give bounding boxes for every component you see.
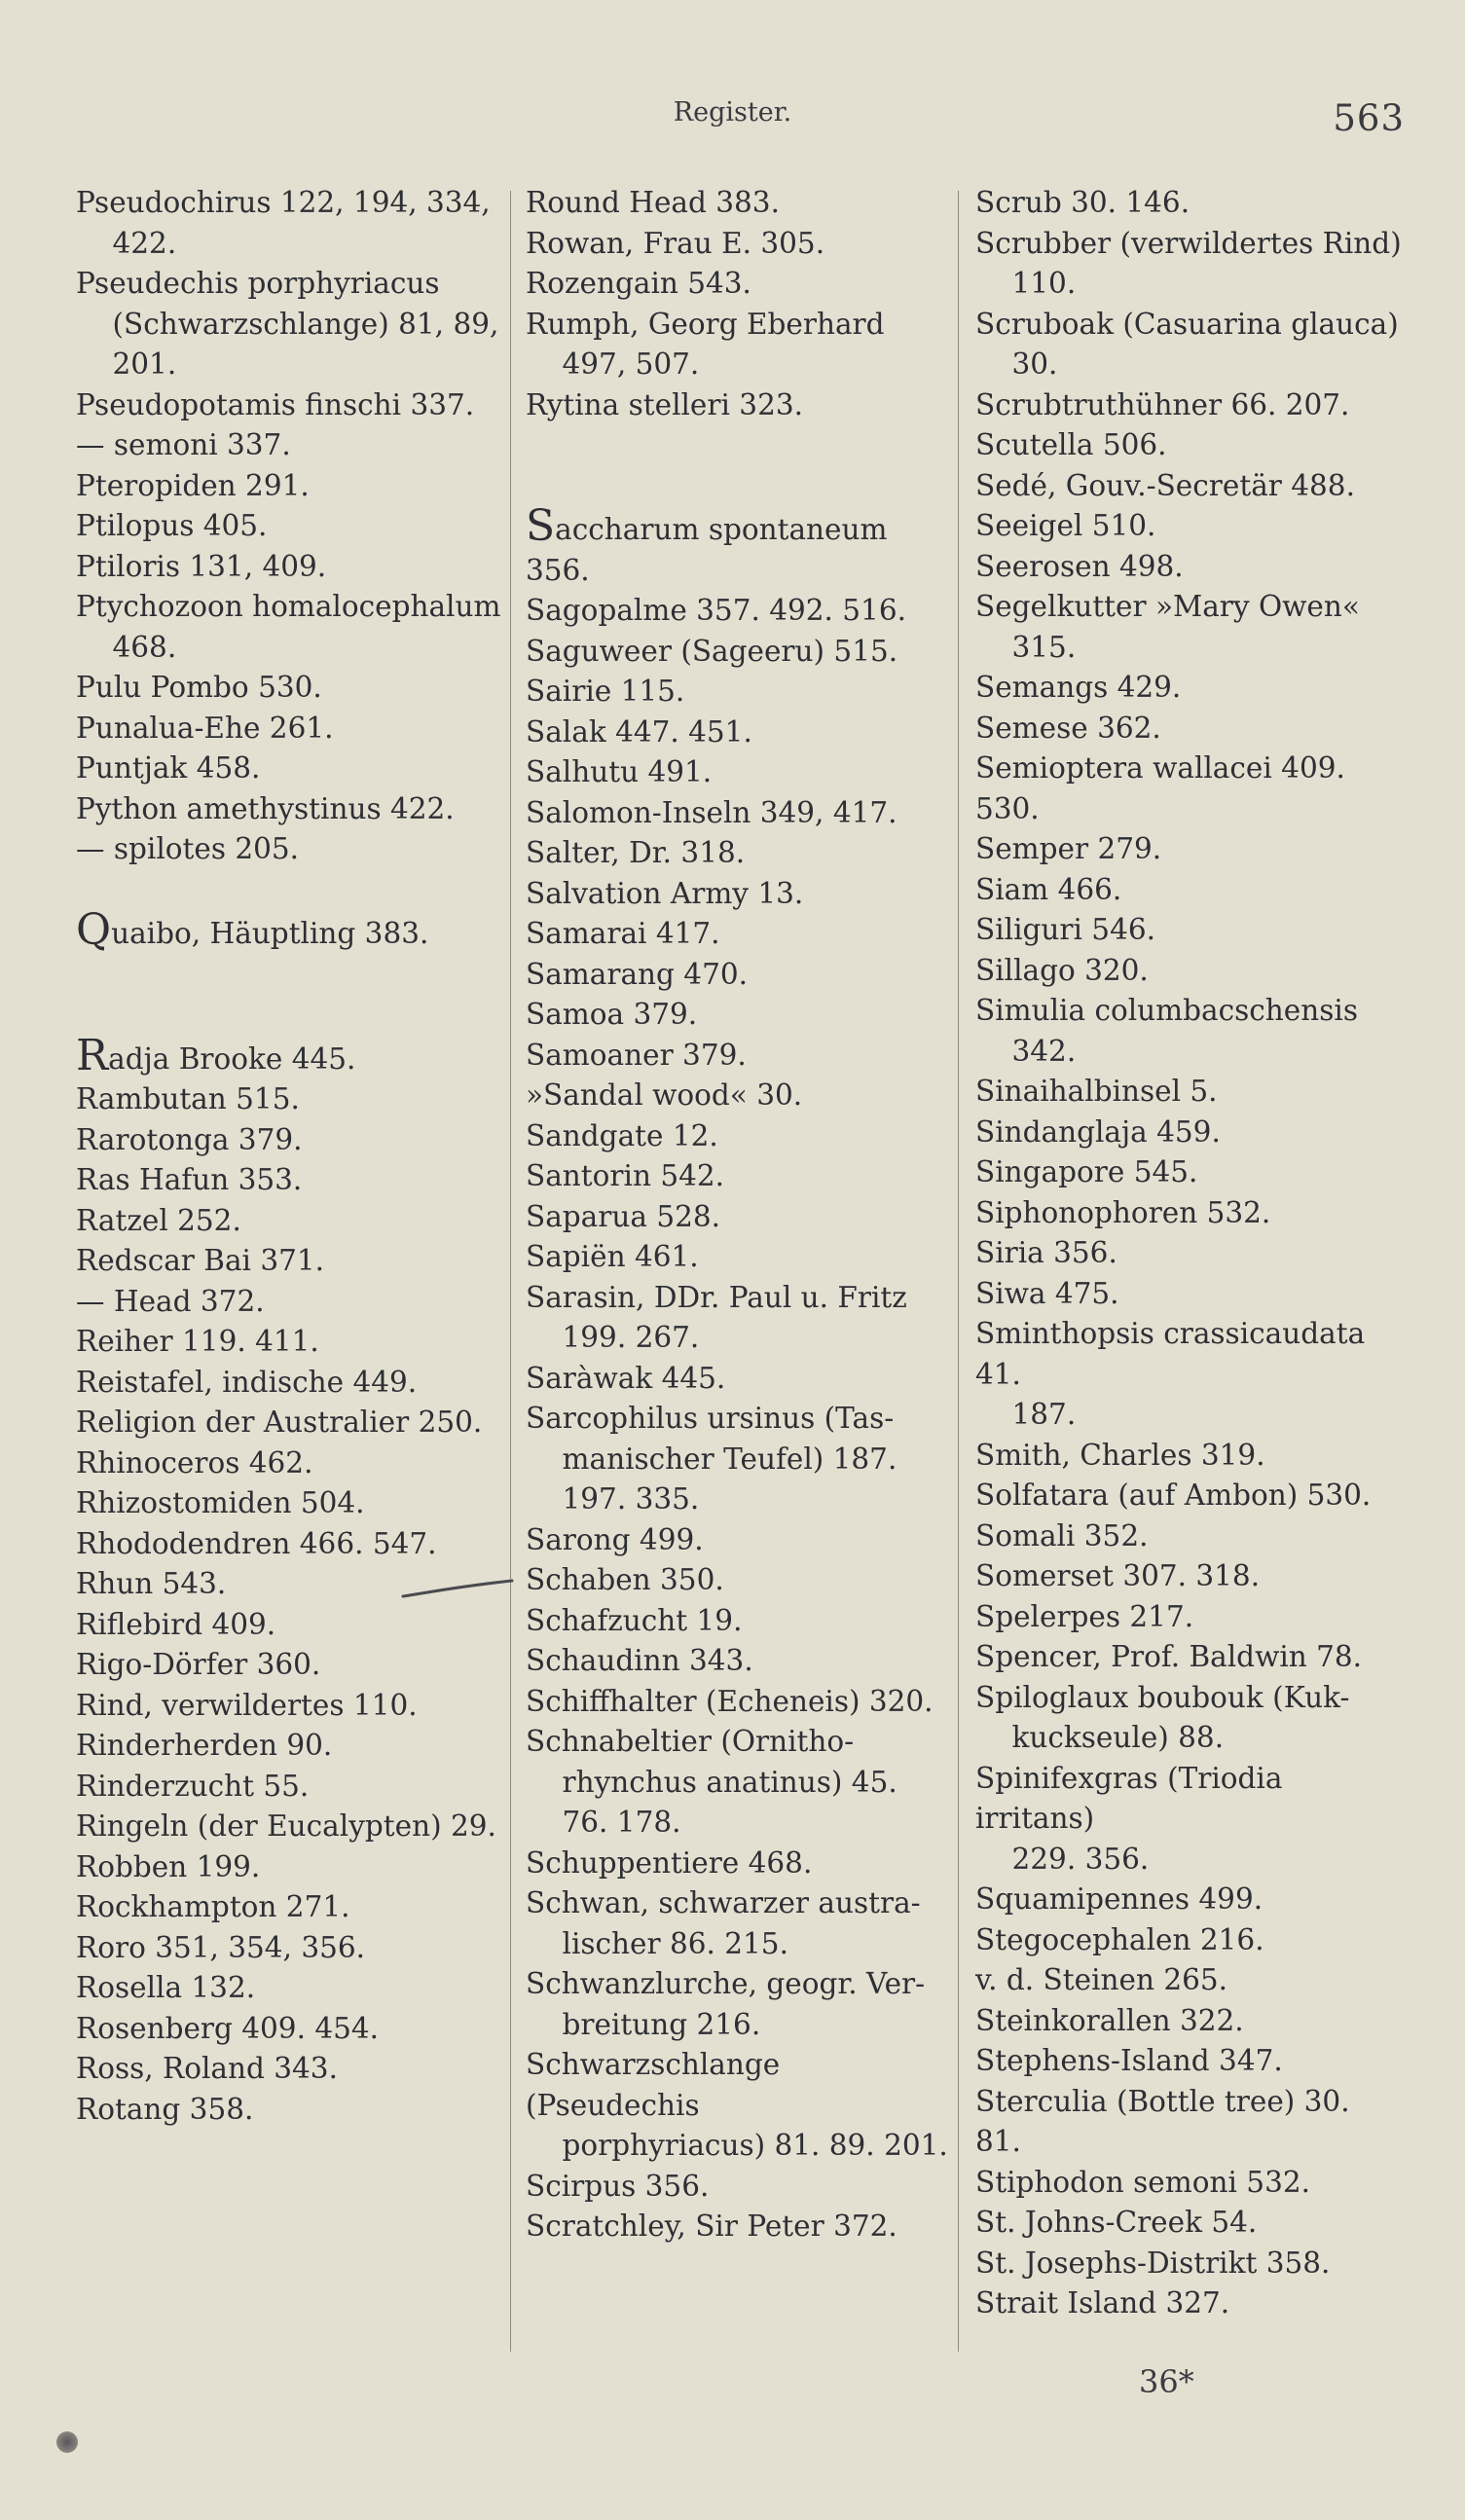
- index-entry: Samoaner 379.: [526, 1038, 747, 1072]
- index-entry: Rozengain 543.: [526, 267, 751, 300]
- index-entry: Roro 351, 354, 356.: [76, 1930, 366, 1964]
- index-entry: Pteropiden 291.: [76, 468, 310, 502]
- index-entry: Ptilopus 405.: [76, 509, 268, 542]
- index-entry: Puntjak 458.: [76, 751, 261, 785]
- index-entry: Pseudochirus 122, 194, 334,: [76, 186, 491, 219]
- index-entry: Siwa 475.: [975, 1276, 1119, 1310]
- spacer: [76, 870, 504, 911]
- index-entry: Samarang 470.: [526, 957, 748, 991]
- index-entry: 76. 178.: [526, 1806, 681, 1839]
- index-entry: Stiphodon semoni 532.: [975, 2165, 1310, 2199]
- index-entry: Spinifexgras (Triodia irritans): [975, 1761, 1292, 1835]
- index-entry: lischer 86. 215.: [526, 1926, 788, 1960]
- index-entry: Pseudechis porphyriacus: [76, 267, 440, 300]
- index-entry: Reiher 119. 411.: [76, 1325, 319, 1358]
- index-entry: Pseudopotamis finschi 337.: [76, 387, 475, 421]
- index-entry: Punalua-Ehe 261.: [76, 711, 334, 745]
- index-entry: Rambutan 515.: [76, 1082, 300, 1115]
- index-entry: Religion der Australier 250.: [76, 1406, 483, 1439]
- index-entry: 199. 267.: [526, 1321, 700, 1354]
- index-entry: Rinderherden 90.: [76, 1729, 333, 1762]
- index-entry: (Schwarzschlange) 81, 89,: [76, 307, 499, 341]
- index-entry: Schafzucht 19.: [526, 1603, 743, 1637]
- spacer: [76, 995, 504, 1036]
- index-entry: Rhododendren 466. 547.: [76, 1526, 437, 1560]
- index-entry: Rhizostomiden 504.: [76, 1486, 365, 1519]
- index-column-2: [526, 183, 959, 2247]
- index-entry: Semese 362.: [975, 711, 1161, 745]
- index-entry: Rhinoceros 462.: [76, 1445, 313, 1479]
- index-entry: 468.: [76, 630, 177, 664]
- index-entry: Segelkutter »Mary Owen«: [975, 590, 1360, 623]
- index-entry: Sterculia (Bottle tree) 30. 81.: [975, 2084, 1359, 2158]
- index-entry: Somerset 307. 318.: [975, 1559, 1261, 1592]
- index-entry: Scirpus 356.: [526, 2169, 710, 2203]
- index-entry: Pulu Pombo 530.: [76, 671, 322, 704]
- index-entry: Ptiloris 131, 409.: [76, 549, 327, 583]
- index-entry: breitung 216.: [526, 2007, 761, 2041]
- spacer: [526, 425, 959, 466]
- index-entry: Robben 199.: [76, 1849, 261, 1883]
- index-entry: Samoa 379.: [526, 998, 698, 1031]
- index-entry: Rhun 543.: [76, 1567, 227, 1600]
- index-entry: Singapore 545.: [975, 1155, 1198, 1188]
- index-entry: Ras Hafun 353.: [76, 1163, 303, 1196]
- spacer: [76, 955, 504, 996]
- index-entry: — Head 372.: [76, 1284, 265, 1318]
- index-column-3: [975, 183, 1404, 2324]
- index-entry: Rinderzucht 55.: [76, 1769, 310, 1803]
- index-entry: Siphonophoren 532.: [975, 1195, 1271, 1229]
- index-entry: 315.: [975, 630, 1077, 664]
- index-entry: Rockhampton 271.: [76, 1890, 350, 1923]
- index-entry: Sarcophilus ursinus (Tas-: [526, 1402, 895, 1435]
- index-entry: 422.: [76, 226, 177, 260]
- index-entry: 197. 335.: [526, 1482, 700, 1516]
- index-entry: Rumph, Georg Eberhard: [526, 307, 885, 341]
- index-entry: 110.: [975, 267, 1077, 300]
- running-head: Register.: [673, 97, 792, 128]
- index-entry: Reistafel, indische 449.: [76, 1365, 418, 1399]
- index-entry: Salter, Dr. 318.: [526, 836, 746, 869]
- index-entry: Ratzel 252.: [76, 1203, 241, 1237]
- index-entry: Solfatara (auf Ambon) 530.: [975, 1479, 1372, 1512]
- index-entry: Schaben 350.: [526, 1563, 724, 1596]
- index-entry: Scutella 506.: [975, 428, 1167, 461]
- index-entry: Rind, verwildertes 110.: [76, 1688, 418, 1722]
- index-entry: Stegocephalen 216.: [975, 1922, 1264, 1956]
- index-entry: Schwarzschlange (Pseudechis: [526, 2048, 789, 2122]
- index-entry: Schwanzlurche, geogr. Ver-: [526, 1967, 926, 2000]
- index-entry: Sminthopsis crassicaudata 41.: [975, 1317, 1374, 1391]
- index-entry: Rosenberg 409. 454.: [76, 2011, 380, 2045]
- index-entry: Sinaihalbinsel 5.: [975, 1075, 1218, 1108]
- index-entry: Riflebird 409.: [76, 1607, 276, 1641]
- index-entry: Rytina stelleri 323.: [526, 387, 803, 421]
- index-entry: rhynchus anatinus) 45.: [526, 1765, 897, 1799]
- index-entry: Radja Brooke 445.: [76, 1030, 356, 1080]
- index-entry: Round Head 383.: [526, 186, 780, 219]
- index-column-1: [76, 183, 504, 2130]
- index-entry: Ptychozoon homalocephalum: [76, 590, 501, 623]
- index-entry: Semangs 429.: [975, 671, 1182, 704]
- index-entry: — semoni 337.: [76, 428, 291, 461]
- section-initial: R: [76, 1030, 109, 1080]
- index-entry: manischer Teufel) 187.: [526, 1442, 897, 1476]
- index-entry: 187.: [975, 1398, 1077, 1431]
- index-entry: 201.: [76, 347, 177, 381]
- index-entry: v. d. Steinen 265.: [975, 1963, 1228, 1996]
- index-entry: Siria 356.: [975, 1236, 1117, 1269]
- section-initial: S: [526, 501, 556, 551]
- index-entry: Seerosen 498.: [975, 549, 1184, 583]
- index-entry: porphyriacus) 81. 89. 201.: [526, 2129, 948, 2162]
- index-entry: Sairie 115.: [526, 675, 685, 708]
- index-entry: Salhutu 491.: [526, 755, 713, 788]
- index-entry: Saccharum spontaneum 356.: [526, 501, 897, 587]
- section-initial: Q: [76, 905, 112, 955]
- index-entry: Spiloglaux boubouk (Kuk-: [975, 1680, 1350, 1714]
- index-entry: Samarai 417.: [526, 917, 720, 950]
- index-entry: Ringeln (der Eucalypten) 29.: [76, 1809, 496, 1843]
- index-entry: Scrubtruthühner 66. 207.: [975, 387, 1350, 421]
- index-entry: St. Johns-Creek 54.: [975, 2206, 1258, 2239]
- index-entry: Siliguri 546.: [975, 913, 1155, 946]
- index-entry: Sandgate 12.: [526, 1118, 718, 1152]
- index-entry: Schuppentiere 468.: [526, 1845, 813, 1880]
- index-entry: Somali 352.: [975, 1518, 1149, 1552]
- index-entry: Rarotonga 379.: [76, 1122, 303, 1156]
- index-entry: Siam 466.: [975, 872, 1122, 906]
- index-entry: Squamipennes 499.: [975, 1882, 1264, 1916]
- page-number: 563: [1333, 97, 1405, 139]
- index-entry: Ross, Roland 343.: [76, 2052, 338, 2085]
- index-entry: 30.: [975, 347, 1058, 381]
- index-entry: Stephens-Island 347.: [975, 2044, 1283, 2077]
- index-entry: Sindanglaja 459.: [975, 1114, 1221, 1149]
- index-entry: Sagopalme 357. 492. 516.: [526, 594, 906, 627]
- spacer: [526, 466, 959, 507]
- index-entry: 229. 356.: [975, 1842, 1150, 1876]
- index-entry: Schiffhalter (Echeneis) 320.: [526, 1684, 934, 1718]
- index-entry: kuckseule) 88.: [975, 1721, 1225, 1754]
- index-entry: Quaibo, Häuptling 383.: [76, 905, 429, 955]
- signature-mark: 36*: [1139, 2363, 1194, 2400]
- index-entry: Rosella 132.: [76, 1971, 256, 2004]
- index-entry: Rowan, Frau E. 305.: [526, 226, 825, 260]
- index-entry: Scrubber (verwildertes Rind): [975, 226, 1402, 260]
- index-entry: Spencer, Prof. Baldwin 78.: [975, 1640, 1363, 1673]
- index-entry: Schnabeltier (Ornitho-: [526, 1725, 855, 1758]
- index-entry: Scrub 30. 146.: [975, 186, 1190, 219]
- index-entry: Sapiën 461.: [526, 1240, 699, 1273]
- index-entry: Strait Island 327.: [975, 2286, 1230, 2319]
- index-entry: Sillago 320.: [975, 953, 1149, 987]
- index-entry: Schaudinn 343.: [526, 1644, 753, 1677]
- index-entry: Rigo-Dörfer 360.: [76, 1648, 321, 1681]
- index-entry: Sarasin, DDr. Paul u. Fritz: [526, 1280, 907, 1314]
- index-entry: Sedé, Gouv.-Secretär 488.: [975, 468, 1355, 502]
- index-entry: Steinkorallen 322.: [975, 2003, 1244, 2037]
- index-entry: Santorin 542.: [526, 1159, 725, 1192]
- index-entry: »Sandal wood« 30.: [526, 1078, 803, 1112]
- index-entry: Salak 447. 451.: [526, 714, 752, 749]
- index-entry: Smith, Charles 319.: [975, 1438, 1265, 1472]
- index-entry: St. Josephs-Distrikt 358.: [975, 2246, 1331, 2280]
- index-entry: Python amethystinus 422.: [76, 791, 455, 825]
- index-entry: Schwan, schwarzer austra-: [526, 1886, 921, 1919]
- index-entry: Spelerpes 217.: [975, 1599, 1194, 1633]
- index-entry: Saràwak 445.: [526, 1361, 726, 1395]
- index-entry: 342.: [975, 1034, 1077, 1068]
- index-entry: 497, 507.: [526, 347, 700, 381]
- index-entry: Redscar Bai 371.: [76, 1244, 325, 1277]
- index-entry: Salomon-Inseln 349, 417.: [526, 795, 897, 829]
- ink-speck: [56, 2431, 78, 2453]
- index-entry: Semper 279.: [975, 832, 1162, 865]
- index-entry: Scruboak (Casuarina glauca): [975, 307, 1399, 341]
- index-entry: Sarong 499.: [526, 1522, 704, 1556]
- column-divider: [510, 191, 511, 2352]
- index-entry: Saguweer (Sageeru) 515.: [526, 634, 898, 668]
- index-entry: Seeigel 510.: [975, 509, 1156, 542]
- index-entry: — spilotes 205.: [76, 832, 300, 865]
- index-entry: Rotang 358.: [76, 2092, 254, 2126]
- index-entry: Simulia columbacschensis: [975, 994, 1358, 1027]
- index-entry: Semioptera wallacei 409. 530.: [975, 751, 1355, 825]
- index-entry: Saparua 528.: [526, 1199, 721, 1233]
- index-entry: Salvation Army 13.: [526, 876, 804, 910]
- pencil-mark-icon: [399, 1575, 516, 1604]
- index-entry: Scratchley, Sir Peter 372.: [526, 2210, 897, 2243]
